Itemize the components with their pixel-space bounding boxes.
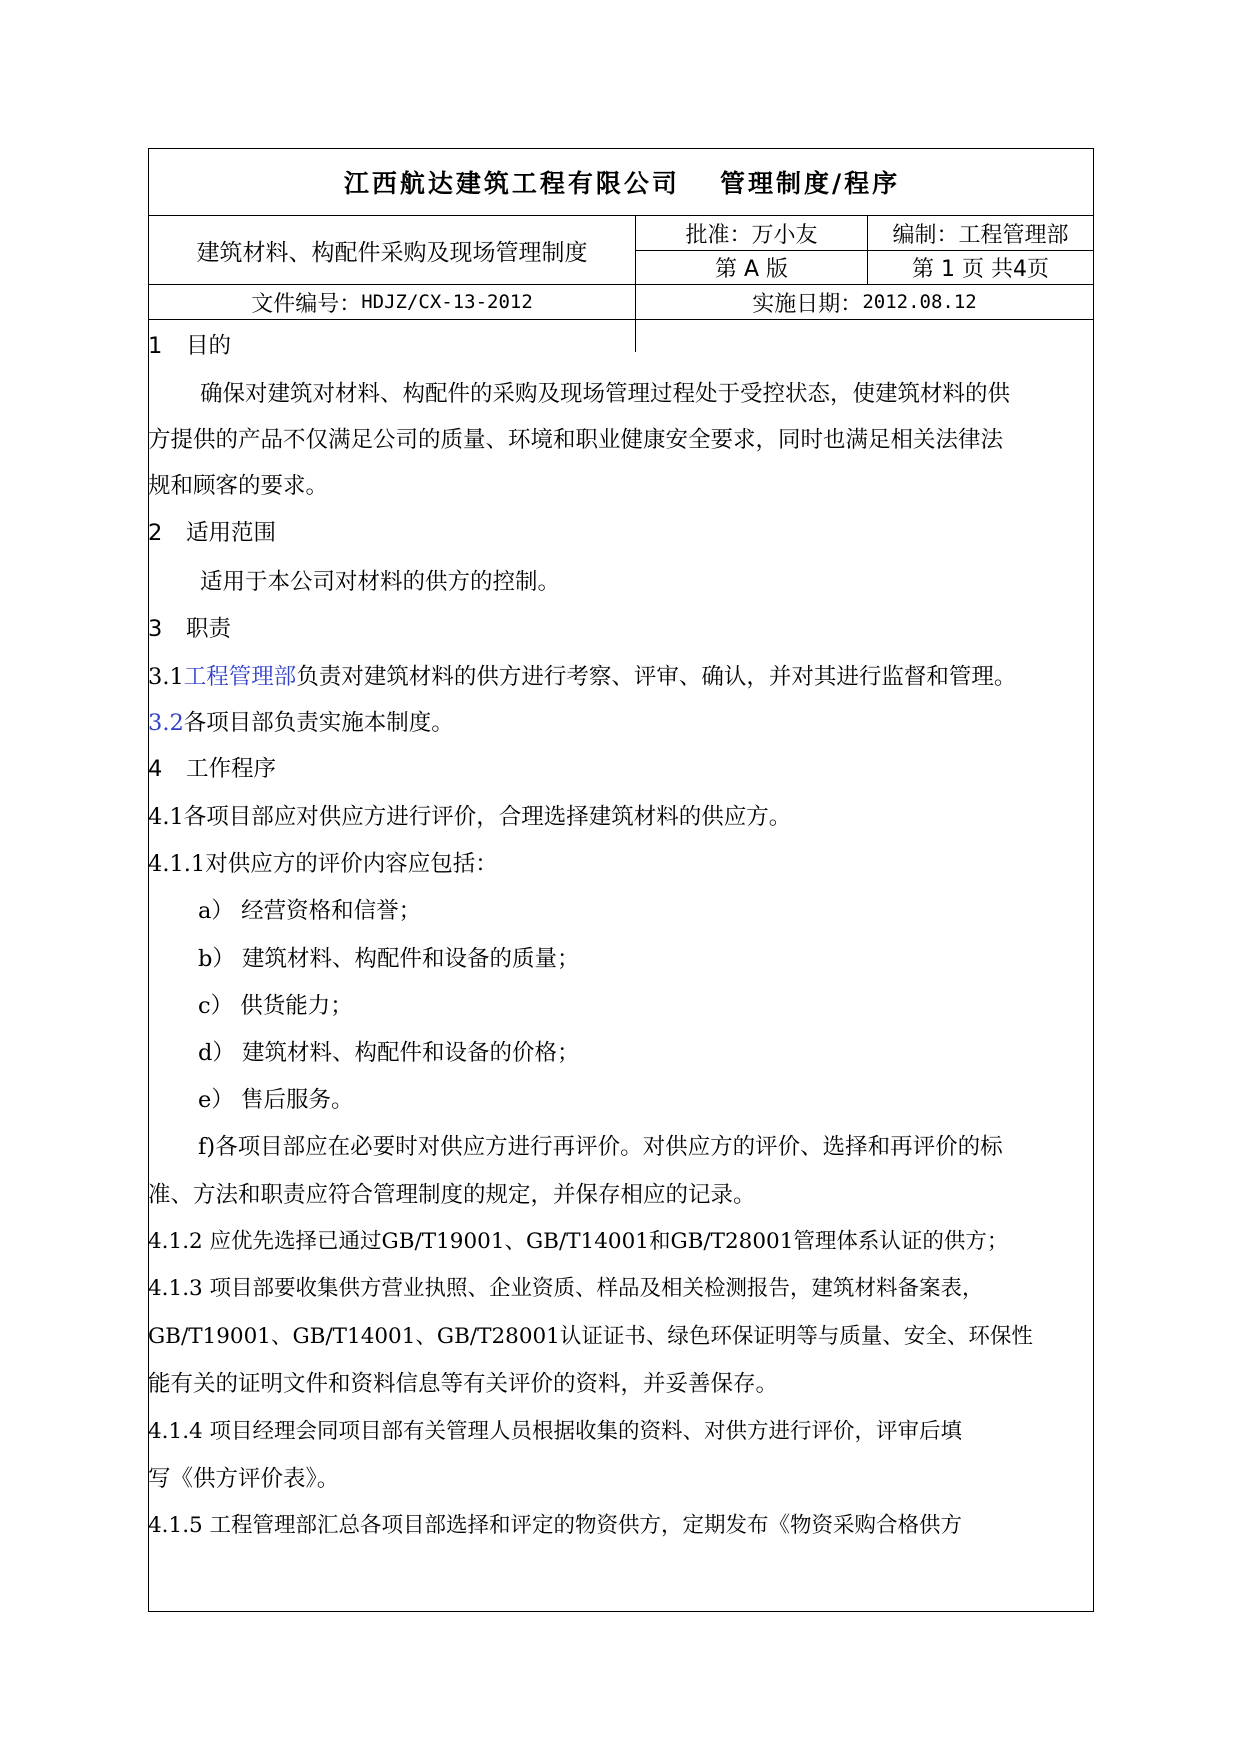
- section-heading: [148, 614, 231, 644]
- list-item: a） 经营资格和信誉；: [198, 898, 422, 924]
- page-count: 第 1 页 共4页: [912, 257, 1049, 282]
- list-item: e） 售后服务。: [198, 1087, 354, 1113]
- document-title: 建筑材料、构配件采购及现场管理制度: [196, 239, 588, 266]
- implementation-date-label: 实施日期：: [752, 291, 863, 317]
- section-title: 目的: [186, 333, 232, 359]
- section-title: 工作程序: [186, 756, 277, 782]
- paragraph-line: 准、方法和职责应符合管理制度的规定，并保存相应的记录。: [148, 1182, 756, 1208]
- section-heading: [148, 331, 231, 361]
- paragraph-line: 4.1.4 项目经理会同项目部有关管理人员根据收集的资料、对供方进行评价，评审后填: [148, 1419, 963, 1444]
- section-number: 4: [148, 756, 163, 782]
- paragraph-line: f)各项目部应在必要时对供应方进行再评价。对供应方的评价、选择和再评价的标: [198, 1134, 1003, 1160]
- file-number-value: HDJZ/CX-13-2012: [361, 291, 533, 313]
- implementation-date-value: 2012.08.12: [862, 291, 977, 313]
- paragraph-line: 确保对建筑对材料、构配件的采购及现场管理过程处于受控状态，使建筑材料的供: [200, 381, 1011, 407]
- section-title: 适用范围: [186, 520, 277, 546]
- file-number-label: 文件编号：: [251, 291, 362, 317]
- clause-text: 负责对建筑材料的供方进行考察、评审、确认，并对其进行监督和管理。: [296, 664, 1017, 690]
- list-item: c） 供货能力；: [198, 993, 353, 1019]
- compiled-by: 编制：工程管理部: [892, 222, 1069, 248]
- section-number: 3: [148, 616, 163, 642]
- document-kind: 管理制度/程序: [719, 169, 901, 198]
- company-heading: [149, 149, 1095, 215]
- version: 第 A 版: [714, 257, 789, 282]
- paragraph-line: 4.1.1对供应方的评价内容应包括：: [148, 851, 498, 877]
- company-name: 江西航达建筑工程有限公司: [343, 169, 680, 198]
- section-heading: [148, 518, 276, 548]
- section-number: 2: [148, 520, 163, 546]
- clause-text: 各项目部负责实施本制度。: [183, 710, 454, 736]
- paragraph-line: 4.1.2 应优先选择已通过GB/T19001、GB/T14001和GB/T28001管理体系认证的供方；: [148, 1229, 1009, 1254]
- list-item: b） 建筑材料、构配件和设备的质量；: [198, 946, 580, 972]
- paragraph-line: 4.1.5 工程管理部汇总各项目部选择和评定的物资供方，定期发布《物资采购合格供方: [148, 1513, 963, 1538]
- section-title: 职责: [186, 616, 232, 642]
- paragraph-line: 适用于本公司对材料的供方的控制。: [200, 569, 561, 595]
- paragraph-line: GB/T19001、GB/T14001、GB/T28001认证证书、绿色环保证明等与质量、安全、环保性: [148, 1324, 1033, 1349]
- paragraph-line: 写《供方评价表》。: [148, 1466, 340, 1492]
- paragraph-line: 4.1各项目部应对供应方进行评价，合理选择建筑材料的供应方。: [148, 804, 792, 830]
- divider: [149, 319, 1093, 320]
- paragraph-line: [148, 708, 454, 738]
- paragraph-line: 方提供的产品不仅满足公司的质量、环境和职业健康安全要求，同时也满足相关法律法: [148, 427, 1004, 453]
- department-link[interactable]: 工程管理部: [183, 664, 297, 690]
- approved-by: 批准：万小友: [685, 222, 818, 248]
- section-number: 1: [148, 333, 163, 359]
- paragraph-line: 规和顾客的要求。: [148, 473, 329, 499]
- paragraph-line: 能有关的证明文件和资料信息等有关评价的资料，并妥善保存。: [148, 1371, 779, 1397]
- paragraph-line: 4.1.3 项目部要收集供方营业执照、企业资质、样品及相关检测报告，建筑材料备案表，: [148, 1276, 984, 1301]
- implementation-date: [636, 285, 1093, 319]
- file-number: [149, 285, 635, 319]
- clause-number-link[interactable]: 3.2: [148, 710, 184, 736]
- clause-number: 3.1: [148, 664, 184, 690]
- section-heading: [148, 754, 276, 784]
- paragraph-line: [148, 662, 1016, 692]
- list-item: d） 建筑材料、构配件和设备的价格；: [198, 1040, 580, 1066]
